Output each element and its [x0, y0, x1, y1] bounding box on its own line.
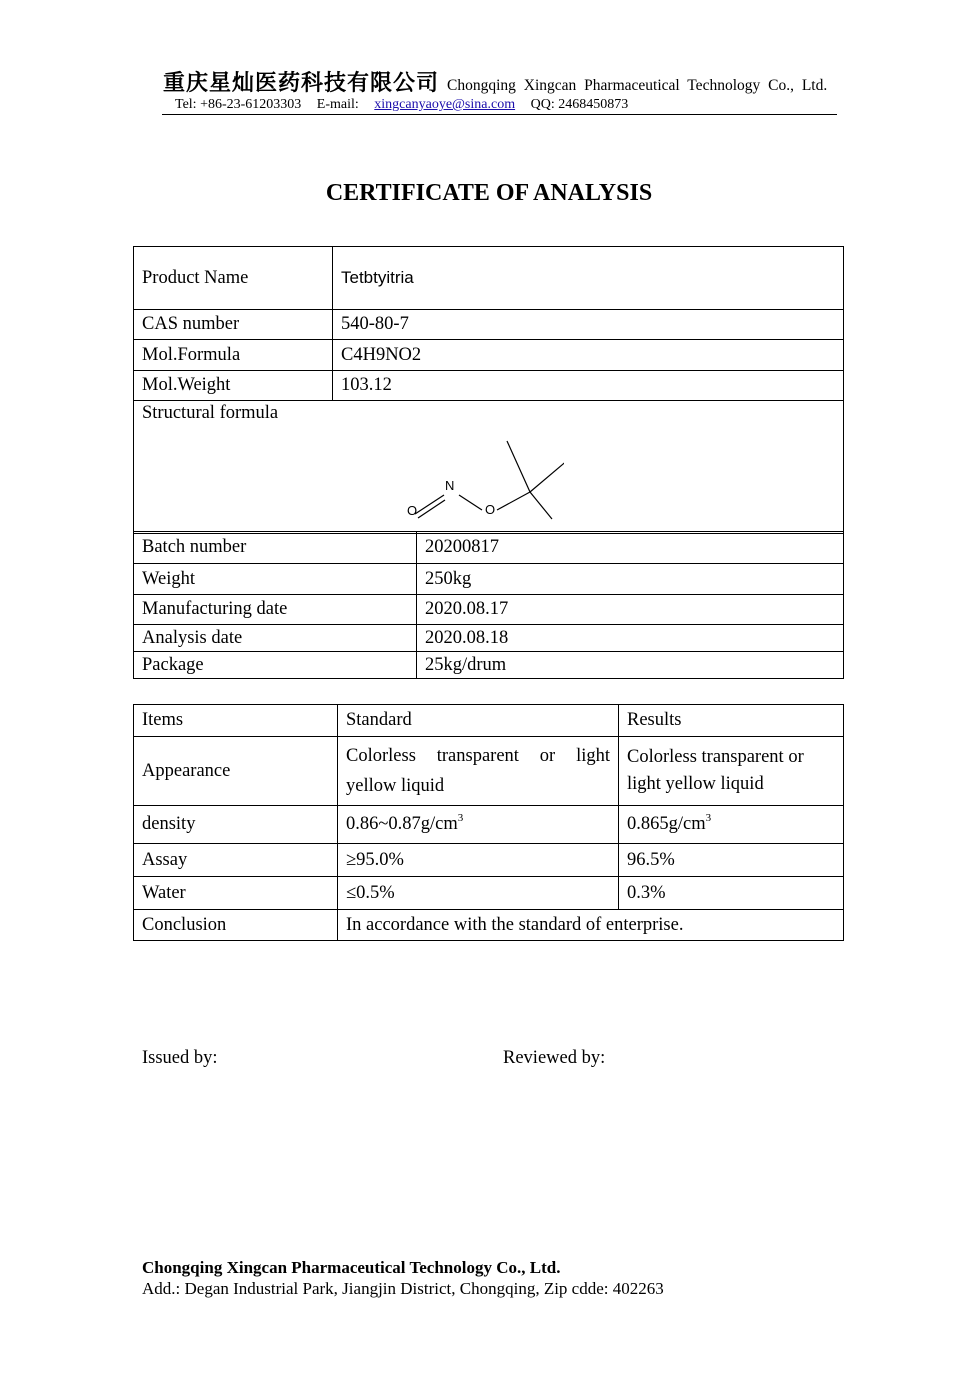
table-row	[134, 844, 844, 877]
atom-oxygen-1: O	[407, 503, 418, 518]
density-result: 0.865g/cm	[627, 814, 706, 834]
table-row	[134, 737, 844, 806]
analysis-date-value: 2020.08.18	[417, 625, 844, 652]
standard-header: Standard	[338, 705, 619, 737]
analysis-date-label: Analysis date	[134, 625, 417, 652]
manufacturing-date-label: Manufacturing date	[134, 595, 417, 625]
batch-number-label: Batch number	[134, 532, 417, 564]
product-name-label: Product Name	[134, 247, 333, 310]
items-header: Items	[134, 705, 338, 737]
weight-value: 250kg	[417, 564, 844, 595]
water-standard: ≤0.5%	[338, 877, 619, 910]
footer-address: Add.: Degan Industrial Park, Jiangjin District, Chongqing, Zip cdde: 402263	[142, 1279, 664, 1298]
mol-weight-value: 103.12	[333, 371, 844, 401]
atom-nitrogen: N	[445, 478, 455, 493]
table-row	[134, 806, 844, 844]
structure-diagram	[404, 437, 564, 527]
table-row	[134, 910, 844, 941]
density-standard: 0.86~0.87g/cm	[346, 814, 458, 834]
water-item: Water	[134, 877, 338, 910]
telephone: Tel: +86-23-61203303	[175, 97, 302, 112]
issued-by-label: Issued by:	[142, 1048, 218, 1068]
formula-label: Mol.Formula	[134, 340, 333, 371]
package-value: 25kg/drum	[417, 652, 844, 679]
appearance-result-line2: light yellow liquid	[627, 774, 764, 794]
email-label: E-mail:	[316, 97, 359, 112]
density-standard-exponent: 3	[457, 812, 464, 824]
appearance-standard-line2: yellow liquid	[346, 776, 445, 796]
mol-weight-label: Mol.Weight	[134, 371, 333, 401]
product-info-table	[133, 246, 844, 534]
document-title: CERTIFICATE OF ANALYSIS	[325, 180, 653, 206]
density-item: density	[134, 806, 338, 844]
product-name-value: Tetbtyitria	[333, 247, 844, 310]
table-row	[134, 877, 844, 910]
atom-oxygen-2: O	[485, 502, 496, 517]
cas-value: 540-80-7	[333, 310, 844, 340]
package-label: Package	[134, 652, 417, 679]
conclusion-text: In accordance with the standard of enterprise.	[338, 910, 844, 941]
structural-formula-label: Structural formula	[142, 403, 279, 423]
structural-formula-cell	[134, 401, 844, 534]
results-header: Results	[619, 705, 844, 737]
letterhead	[163, 66, 837, 113]
footer-company: Chongqing Xingcan Pharmaceutical Technology Co., Ltd.	[142, 1258, 561, 1277]
weight-label: Weight	[134, 564, 417, 595]
assay-item: Assay	[134, 844, 338, 877]
water-result: 0.3%	[619, 877, 844, 910]
appearance-standard-line1: Colorless transparent or light	[346, 746, 610, 766]
assay-result: 96.5%	[619, 844, 844, 877]
header-divider	[162, 114, 837, 115]
batch-info-table	[133, 531, 844, 679]
formula-value: C4H9NO2	[333, 340, 844, 371]
reviewed-by-label: Reviewed by:	[503, 1048, 606, 1068]
qq-number: QQ: 2468450873	[530, 97, 629, 112]
contact-line	[163, 97, 837, 113]
cas-label: CAS number	[134, 310, 333, 340]
appearance-result-line1: Colorless transparent or	[627, 747, 804, 767]
conclusion-item: Conclusion	[134, 910, 338, 941]
email-link[interactable]: xingcanyaoye@sina.com	[374, 97, 516, 112]
appearance-item: Appearance	[134, 737, 338, 806]
company-name-english: Chongqing Xingcan Pharmaceutical Technology Co., Ltd.	[447, 77, 828, 94]
company-name-chinese: 重庆星灿医药科技有限公司	[163, 71, 440, 96]
batch-number-value: 20200817	[417, 532, 844, 564]
assay-standard: ≥95.0%	[338, 844, 619, 877]
density-result-exponent: 3	[705, 812, 712, 824]
manufacturing-date-value: 2020.08.17	[417, 595, 844, 625]
specification-table	[133, 704, 844, 941]
